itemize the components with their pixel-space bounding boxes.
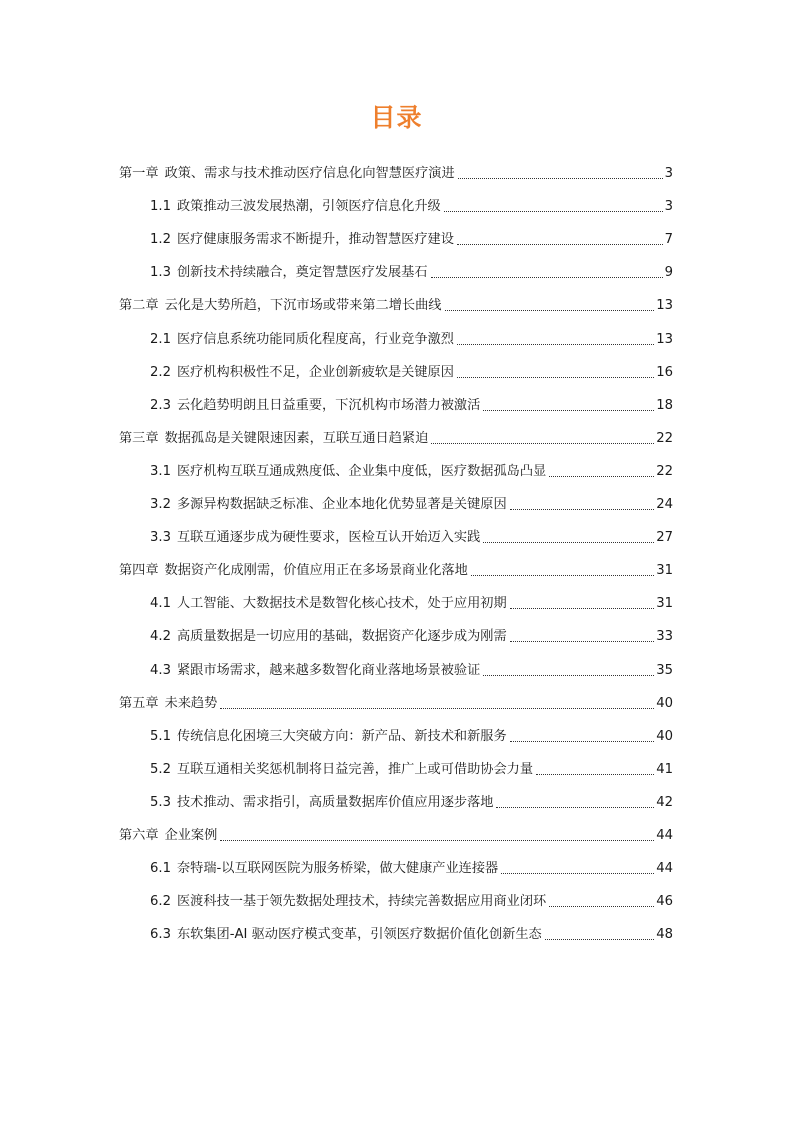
toc-section-entry[interactable] (119, 248, 673, 281)
toc-entry-number: 1.3 (150, 265, 171, 281)
toc-entry-page-number: 40 (656, 695, 673, 711)
toc-section-entry[interactable] (119, 579, 673, 612)
toc-entry-title (119, 563, 468, 579)
toc-entry-text: 云化趋势明朗且日益重要，下沉机构市场潜力被激活 (176, 397, 481, 413)
toc-entry-title (150, 332, 454, 348)
toc-entry-text: 医渡科技一基于领先数据处理技术，持续完善数据应用商业闭环 (176, 894, 547, 910)
toc-entry-text: 企业案例 (164, 827, 218, 843)
toc-entry-text: 未来趋势 (164, 695, 218, 711)
toc-section-entry[interactable] (119, 447, 673, 480)
toc-entry-number: 6.3 (150, 927, 171, 943)
dot-leader (536, 773, 654, 775)
toc-entry-page-number: 3 (664, 166, 673, 182)
toc-entry-title (150, 398, 480, 414)
dot-leader (496, 806, 654, 808)
toc-entry-text: 医疗机构互联互通成熟度低、企业集中度低，医疗数据孤岛凸显 (176, 463, 547, 479)
toc-entry-number: 2.2 (150, 364, 171, 380)
dot-leader (457, 243, 663, 245)
toc-section-entry[interactable] (119, 215, 673, 248)
dot-leader (471, 574, 654, 576)
dot-leader (510, 740, 655, 742)
toc-section-entry[interactable] (119, 314, 673, 347)
toc-entry-text: 奈特瑞-以互联网医院为服务桥梁，做大健康产业连接器 (176, 861, 499, 877)
toc-entry-page-number: 24 (656, 497, 673, 513)
toc-entry-number: 第四章 (119, 563, 159, 579)
toc-entry-title (150, 199, 441, 215)
toc-entry-text: 紧跟市场需求，越来越多数智化商业落地场景被验证 (176, 662, 481, 678)
dot-leader (483, 541, 654, 543)
toc-entry-title (150, 232, 454, 248)
toc-entry-page-number: 35 (656, 662, 673, 678)
toc-entry-title (150, 663, 480, 679)
toc-entry-title (150, 927, 542, 943)
toc-entry-text: 高质量数据是一切应用的基础，数据资产化逐步成为刚需 (176, 629, 507, 645)
toc-entry-title (150, 894, 546, 910)
toc-entry-title (119, 696, 217, 712)
toc-entry-page-number: 3 (664, 199, 673, 215)
toc-chapter-entry[interactable] (119, 414, 673, 447)
toc-section-entry[interactable] (119, 480, 673, 513)
toc-entry-page-number: 22 (656, 463, 673, 479)
dot-leader (510, 607, 655, 609)
toc-entry-number: 6.1 (150, 861, 171, 877)
toc-chapter-entry[interactable] (119, 811, 673, 844)
toc-section-entry[interactable] (119, 712, 673, 745)
toc-entry-number: 2.3 (150, 397, 171, 413)
toc-entry-page-number: 44 (656, 861, 673, 877)
toc-entry-title (150, 497, 507, 513)
dot-leader (545, 938, 655, 940)
toc-entry-page-number: 41 (656, 761, 673, 777)
toc-entry-number: 6.2 (150, 894, 171, 910)
toc-section-entry[interactable] (119, 877, 673, 910)
toc-entry-page-number: 27 (656, 530, 673, 546)
toc-entry-page-number: 40 (656, 728, 673, 744)
toc-entry-title (150, 629, 507, 645)
toc-entry-title (119, 828, 217, 844)
dot-leader (549, 475, 654, 477)
toc-entry-title (150, 861, 498, 877)
dot-leader (483, 409, 654, 411)
toc-entry-page-number: 48 (656, 927, 673, 943)
toc-entry-page-number: 31 (656, 596, 673, 612)
dot-leader (457, 343, 654, 345)
dot-leader (458, 177, 663, 179)
toc-section-entry[interactable] (119, 844, 673, 877)
dot-leader (220, 707, 654, 709)
toc-entry-page-number: 7 (664, 232, 673, 248)
toc-entry-page-number: 18 (656, 397, 673, 413)
toc-entry-number: 5.1 (150, 728, 171, 744)
toc-entry-text: 数据孤岛是关键限速因素，互联互通日趋紧迫 (164, 430, 429, 446)
toc-entry-title (150, 530, 480, 546)
toc-entry-text: 互联互通相关奖惩机制将日益完善，推广上或可借助协会力量 (176, 761, 534, 777)
toc-entry-text: 数据资产化成刚需，价值应用正在多场景商业化落地 (164, 563, 468, 579)
toc-entry-page-number: 46 (656, 894, 673, 910)
toc-entry-number: 第三章 (119, 430, 159, 446)
dot-leader (549, 905, 654, 907)
toc-entry-number: 5.3 (150, 794, 171, 810)
toc-entry-text: 传统信息化困境三大突破方向：新产品、新技术和新服务 (176, 728, 507, 744)
toc-section-entry[interactable] (119, 645, 673, 678)
table-of-contents (119, 149, 673, 943)
dot-leader (431, 442, 654, 444)
toc-section-entry[interactable] (119, 778, 673, 811)
toc-chapter-entry[interactable] (119, 679, 673, 712)
toc-entry-title (150, 596, 507, 612)
toc-section-entry[interactable] (119, 910, 673, 943)
toc-section-entry[interactable] (119, 513, 673, 546)
toc-entry-title (119, 298, 442, 314)
toc-section-entry[interactable] (119, 381, 673, 414)
toc-entry-page-number: 16 (656, 364, 673, 380)
toc-entry-page-number: 31 (656, 563, 673, 579)
toc-entry-text: 人工智能、大数据技术是数智化核心技术，处于应用初期 (176, 596, 507, 612)
toc-entry-title (150, 464, 546, 480)
toc-entry-number: 1.2 (150, 232, 171, 248)
toc-chapter-entry[interactable] (119, 546, 673, 579)
dot-leader (510, 508, 655, 510)
dot-leader (483, 674, 654, 676)
toc-chapter-entry[interactable] (119, 149, 673, 182)
dot-leader (501, 872, 654, 874)
toc-entry-page-number: 9 (664, 265, 673, 281)
toc-entry-title (150, 795, 493, 811)
dot-leader (457, 376, 654, 378)
dot-leader (445, 309, 655, 311)
toc-entry-text: 医疗机构积极性不足，企业创新疲软是关键原因 (176, 364, 454, 380)
toc-entry-title (150, 729, 507, 745)
toc-entry-page-number: 13 (656, 298, 673, 314)
toc-entry-title (119, 166, 455, 182)
toc-section-entry[interactable] (119, 745, 673, 778)
dot-leader (444, 210, 663, 212)
toc-entry-number: 第五章 (119, 695, 159, 711)
toc-entry-text: 医疗信息系统功能同质化程度高，行业竞争激烈 (176, 331, 454, 347)
toc-entry-page-number: 44 (656, 827, 673, 843)
toc-entry-text: 创新技术持续融合，奠定智慧医疗发展基石 (176, 265, 428, 281)
toc-entry-text: 政策、需求与技术推动医疗信息化向智慧医疗演进 (164, 166, 455, 182)
toc-entry-number: 4.2 (150, 629, 171, 645)
toc-entry-number: 4.1 (150, 596, 171, 612)
toc-entry-title (119, 431, 428, 447)
toc-entry-text: 云化是大势所趋，下沉市场或带来第二增长曲线 (164, 298, 442, 314)
toc-entry-number: 3.1 (150, 463, 171, 479)
toc-entry-title (150, 265, 428, 281)
page-title: 目录 (370, 103, 423, 132)
toc-entry-number: 5.2 (150, 761, 171, 777)
toc-entry-text: 政策推动三波发展热潮，引领医疗信息化升级 (176, 199, 441, 215)
toc-entry-text: 互联互通逐步成为硬性要求，医检互认开始迈入实践 (176, 530, 481, 546)
toc-section-entry[interactable] (119, 612, 673, 645)
toc-entry-title (150, 762, 533, 778)
toc-entry-page-number: 42 (656, 794, 673, 810)
toc-entry-text: 多源异构数据缺乏标准、企业本地化优势显著是关键原因 (176, 497, 507, 513)
toc-entry-number: 4.3 (150, 662, 171, 678)
toc-entry-page-number: 22 (656, 430, 673, 446)
toc-entry-number: 3.2 (150, 497, 171, 513)
toc-entry-number: 第一章 (119, 166, 159, 182)
toc-chapter-entry[interactable] (119, 281, 673, 314)
toc-entry-page-number: 13 (656, 331, 673, 347)
toc-entry-number: 第六章 (119, 827, 159, 843)
toc-entry-number: 第二章 (119, 298, 159, 314)
toc-entry-text: 东软集团-AI 驱动医疗模式变革，引领医疗数据价值化创新生态 (176, 927, 542, 943)
dot-leader (220, 839, 654, 841)
dot-leader (510, 640, 655, 642)
toc-section-entry[interactable] (119, 182, 673, 215)
dot-leader (431, 276, 663, 278)
toc-entry-number: 3.3 (150, 530, 171, 546)
toc-entry-number: 1.1 (150, 199, 171, 215)
toc-entry-text: 技术推动、需求指引，高质量数据库价值应用逐步落地 (176, 794, 494, 810)
toc-entry-text: 医疗健康服务需求不断提升，推动智慧医疗建设 (176, 232, 454, 248)
toc-entry-page-number: 33 (656, 629, 673, 645)
toc-entry-number: 2.1 (150, 331, 171, 347)
toc-entry-title (150, 365, 454, 381)
toc-section-entry[interactable] (119, 348, 673, 381)
